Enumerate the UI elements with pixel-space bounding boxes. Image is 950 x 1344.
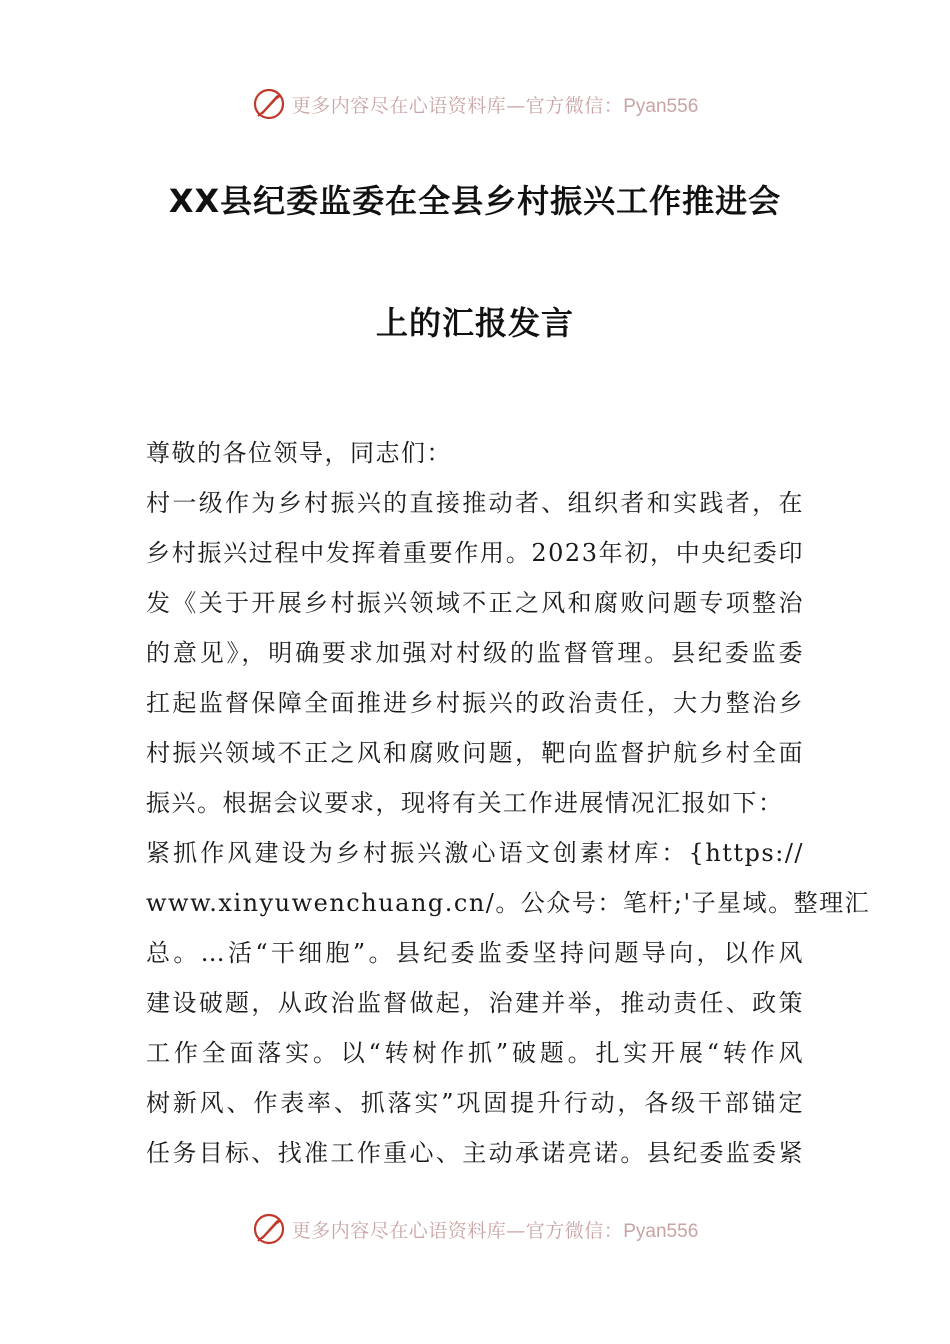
body-line: 紧抓作风建设为乡村振兴激心语文创素材库：{https:// [146,839,804,867]
watermark-wechat-id: Pyan556 [623,95,699,117]
quill-logo-icon [252,1212,286,1246]
header-watermark [0,84,950,124]
body-line: 建设破题，从政治监督做起，治建并举，推动责任、政策 [146,989,804,1017]
watermark-text [292,91,699,118]
body-line: 村振兴领域不正之风和腐败问题，靶向监督护航乡村全面 [146,739,804,767]
watermark-wechat-id: Pyan556 [623,1220,699,1242]
body-line: 树新风、作表率、抓落实”巩固提升行动，各级干部锚定 [146,1089,804,1117]
body-line: 发《关于开展乡村振兴领域不正之风和腐败问题专项整治 [146,589,804,617]
body-line: 乡村振兴过程中发挥着重要作用。2023年初，中央纪委印 [146,539,804,567]
watermark-text [292,1216,699,1243]
body-line: 振兴。根据会议要求，现将有关工作进展情况汇报如下： [146,789,784,817]
footer-watermark [0,1209,950,1249]
body-line: 的意见》，明确要求加强对村级的监督管理。县纪委监委 [146,639,804,667]
body-line: www.xinyuwenchuang.cn/。公众号：笔杆;'子星域。整理汇 [146,889,871,917]
body-line: 总。…活“干细胞”。县纪委监委坚持问题导向，以作风 [146,939,804,967]
body-line: 扛起监督保障全面推进乡村振兴的政治责任，大力整治乡 [146,689,804,717]
body-line: 工作全面落实。以“转树作抓”破题。扎实开展“转作风 [146,1039,804,1067]
body-line: 任务目标、找准工作重心、主动承诺亮诺。县纪委监委紧 [146,1139,804,1167]
body-line: 村一级作为乡村振兴的直接推动者、组织者和实践者，在 [146,489,804,517]
document-body [146,428,871,1178]
document-title-line-1: XX县纪委监委在全县乡村振兴工作推进会 [168,182,782,220]
quill-logo-icon [252,87,286,121]
document-title-line-2: 上的汇报发言 [375,304,574,342]
salutation: 尊敬的各位领导，同志们： [146,439,452,467]
watermark-label: 更多内容尽在心语资料库—官方微信： [291,94,624,117]
watermark-label: 更多内容尽在心语资料库—官方微信： [291,1219,624,1242]
